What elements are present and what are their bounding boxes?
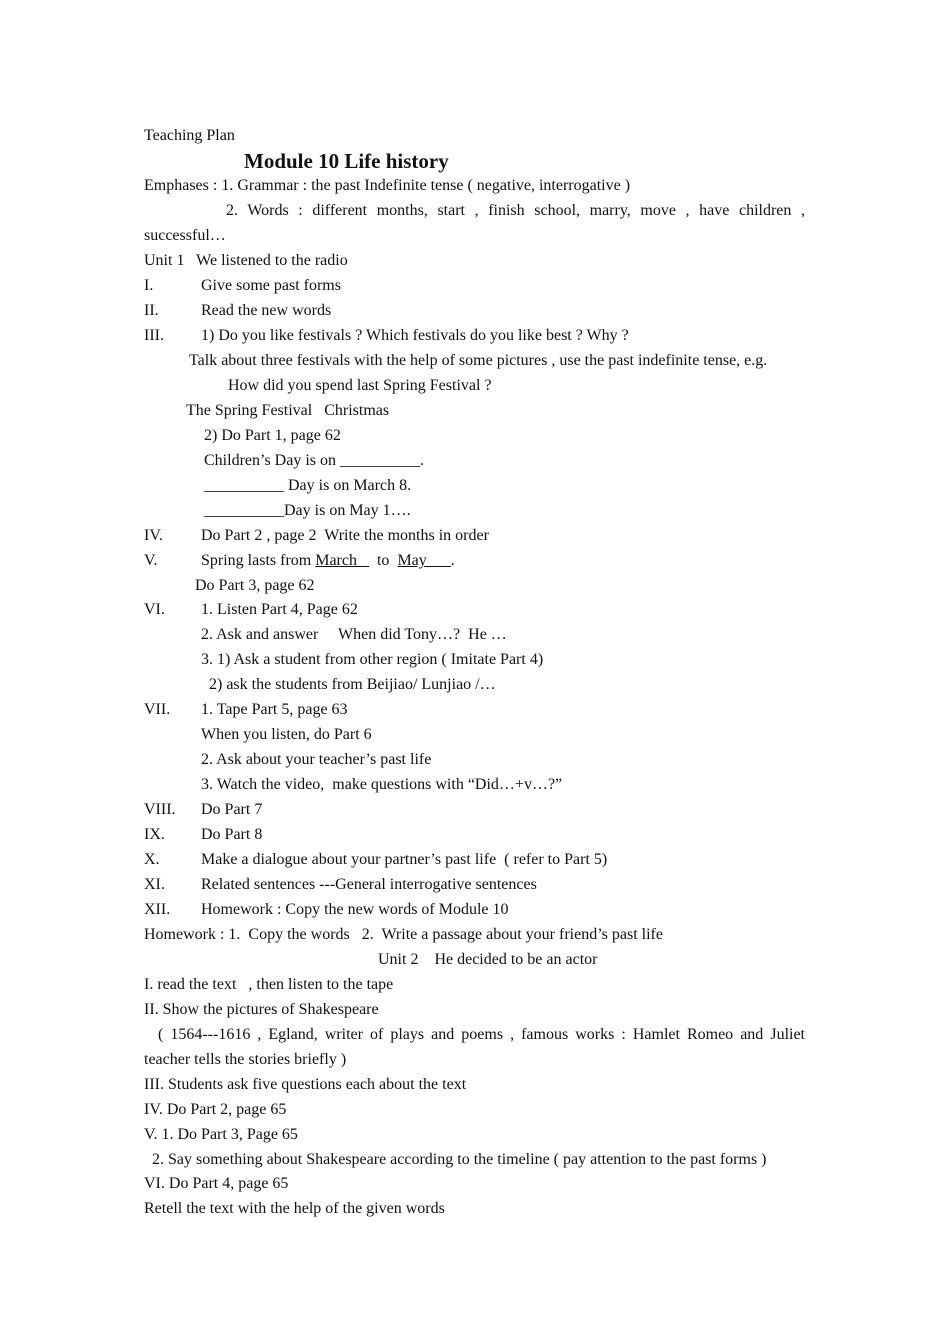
item-text: 2. Ask about your teacher’s past life (201, 751, 432, 768)
item-text: Do Part 2 , page 2 Write the months in order (201, 527, 489, 544)
item-number: IX. (144, 826, 165, 843)
item-text: __________Day is on May 1…. (204, 502, 411, 519)
item-text: Make a dialogue about your partner’s past life ( refer to Part 5) (201, 851, 608, 868)
item-text: Do Part 7 (201, 801, 263, 818)
unit2-title: Unit 2 He decided to be an actor (378, 951, 598, 968)
item-text: 2) Do Part 1, page 62 (204, 427, 341, 444)
homework-line: Homework : 1. Copy the words 2. Write a passage about your friend’s past life (144, 926, 663, 943)
item-text-part: Spring lasts from (201, 552, 316, 569)
item-text: The Spring Festival Christmas (186, 402, 390, 419)
unit2-line: IV. Do Part 2, page 65 (144, 1101, 287, 1118)
unit2-line: II. Show the pictures of Shakespeare (144, 1001, 379, 1018)
item-number: VI. (144, 601, 165, 618)
item-text: Homework : Copy the new words of Module 10 (201, 901, 509, 918)
item-number: XII. (144, 901, 171, 918)
unit1-title: Unit 1 We listened to the radio (144, 252, 348, 269)
item-text: Read the new words (201, 302, 332, 319)
page-title: Module 10 Life history (244, 149, 449, 173)
item-text: Do Part 8 (201, 826, 263, 843)
item-text-part: to (368, 552, 398, 569)
item-text: 2) ask the students from Beijiao/ Lunjiao /… (209, 676, 496, 693)
item-text: 2. Ask and answer When did Tony…? He … (201, 626, 507, 643)
underlined-answer: March _ (315, 552, 369, 569)
unit2-line: Retell the text with the help of the given words (144, 1200, 445, 1217)
item-text: How did you spend last Spring Festival ? (228, 377, 492, 394)
emphases-line-1: Emphases : 1. Grammar : the past Indefinite tense ( negative, interrogative ) (144, 177, 631, 194)
item-number: V. (144, 552, 158, 569)
item-number: I. (144, 277, 154, 294)
item-number: III. (144, 327, 164, 344)
doc-header: Teaching Plan (144, 127, 235, 144)
emphases-line-2: 2. Words : different months, start , finish school, marry, move , have children , (226, 202, 805, 219)
unit2-line: I. read the text , then listen to the tape (144, 976, 394, 993)
item-text: 1. Tape Part 5, page 63 (201, 701, 348, 718)
item-text: 3. 1) Ask a student from other region ( Imitate Part 4) (201, 651, 544, 668)
item-text: 1) Do you like festivals ? Which festivals do you like best ? Why ? (201, 327, 629, 344)
item-number: IV. (144, 527, 163, 544)
unit2-line: VI. Do Part 4, page 65 (144, 1175, 289, 1192)
emphases-line-3: successful… (144, 227, 226, 244)
item-text: When you listen, do Part 6 (201, 726, 372, 743)
item-text: 1. Listen Part 4, Page 62 (201, 601, 358, 618)
item-text: Talk about three festivals with the help of some pictures , use the past indefinite tense, e.g. (189, 352, 768, 369)
unit2-line: teacher tells the stories briefly ) (144, 1051, 347, 1068)
item-text: Give some past forms (201, 277, 341, 294)
item-text-part: . (450, 552, 455, 569)
unit2-line: ( 1564---1616 , Egland, writer of plays and poems , famous works : Hamlet Romeo and Juliet (158, 1026, 805, 1043)
unit2-line: 2. Say something about Shakespeare according to the timeline ( pay attention to the past forms ) (152, 1151, 767, 1168)
item-number: XI. (144, 876, 165, 893)
item-text (201, 551, 455, 571)
item-number: VII. (144, 701, 171, 718)
unit2-line: V. 1. Do Part 3, Page 65 (144, 1126, 298, 1143)
item-text: 3. Watch the video, make questions with “Did…+v…?” (201, 776, 563, 793)
item-text: Related sentences ---General interrogative sentences (201, 876, 537, 893)
item-text: Children’s Day is on __________. (204, 452, 424, 469)
underlined-answer: May___ (397, 552, 451, 569)
unit2-line: III. Students ask five questions each about the text (144, 1076, 467, 1093)
item-number: X. (144, 851, 160, 868)
item-text: __________ Day is on March 8. (204, 477, 412, 494)
item-number: II. (144, 302, 159, 319)
item-number: VIII. (144, 801, 176, 818)
item-text: Do Part 3, page 62 (195, 577, 315, 594)
